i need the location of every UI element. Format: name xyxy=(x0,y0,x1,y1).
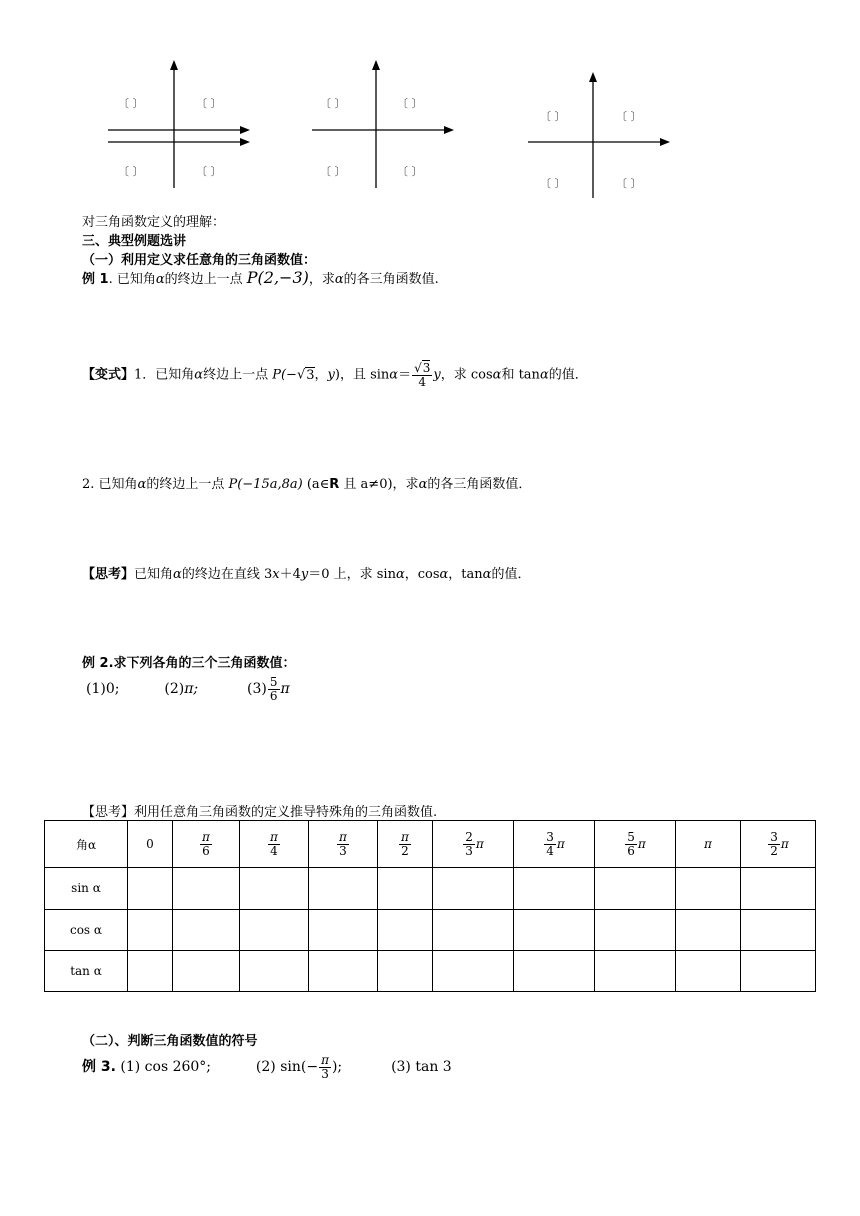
example-2-part-1: (1)0; xyxy=(86,681,120,698)
alpha-symbol: α xyxy=(418,477,428,492)
variant-1-y: y xyxy=(433,367,441,383)
blank-cell[interactable] xyxy=(240,909,309,950)
example-2-title: 例 2.求下列各角的三个三角函数值： xyxy=(82,656,296,671)
alpha-symbol: α xyxy=(389,367,399,383)
blank-cell[interactable] xyxy=(378,868,433,909)
blank-cell[interactable] xyxy=(378,909,433,950)
header-cell xyxy=(595,821,676,868)
think-1 xyxy=(82,563,530,582)
fraction-denominator: 3 xyxy=(321,1066,329,1081)
example-1-text: 的终边上一点 xyxy=(164,272,247,287)
example-2-fraction xyxy=(268,676,280,702)
blank-cell[interactable] xyxy=(514,868,595,909)
blank-cell[interactable] xyxy=(676,868,741,909)
part-2-title: （二）、判断三角函数值的符号 xyxy=(82,1034,258,1049)
sin-label: sin α xyxy=(71,881,101,896)
quadrant-1-blank: 〔 〕 xyxy=(196,97,222,110)
blank-cell[interactable] xyxy=(128,909,173,950)
table-header-row xyxy=(45,821,816,868)
blank-cell[interactable] xyxy=(514,909,595,950)
header-cell xyxy=(676,821,741,868)
example-3 xyxy=(82,1054,452,1080)
row-label xyxy=(45,868,128,909)
example-3-part-2: (2) sin(− xyxy=(255,1059,319,1076)
blank-cell[interactable] xyxy=(240,868,309,909)
blank-cell[interactable] xyxy=(309,909,378,950)
alpha-symbol: α xyxy=(395,567,405,582)
table-row-cos xyxy=(45,909,816,950)
blank-cell[interactable] xyxy=(595,868,676,909)
fraction-numerator: π xyxy=(321,1053,329,1067)
example-2-part-2-pi: π; xyxy=(184,681,199,698)
variant-1-text: ，求 cos xyxy=(440,367,493,383)
section-3-title: 三、典型例题选讲 xyxy=(82,234,187,249)
tan-label: tan α xyxy=(70,963,102,978)
blank-cell[interactable] xyxy=(741,950,816,991)
example-3-label: 例 3. xyxy=(82,1059,116,1076)
pi-symbol: π xyxy=(280,681,290,698)
blank-cell[interactable] xyxy=(309,950,378,991)
example-3-part-1: (1) cos 260°; xyxy=(120,1059,212,1076)
alpha-symbol: α xyxy=(137,477,147,492)
angle-0: 0 xyxy=(146,837,154,852)
blank-cell[interactable] xyxy=(433,909,514,950)
angle-pi-3: $\frac{\pi}{3}$ xyxy=(339,830,347,858)
angle-pi-2: $\frac{\pi}{2}$ xyxy=(401,830,409,858)
variant-1-text: 1．已知角 xyxy=(134,367,195,383)
real-set-symbol: R xyxy=(329,477,340,492)
variant-1-fraction: $\frac{√3}{4}$ xyxy=(414,361,431,389)
blank-cell[interactable] xyxy=(514,950,595,991)
cos-label: cos α xyxy=(69,922,103,937)
example-3-fraction xyxy=(319,1054,331,1080)
angle-3pi-4: $\frac{3}{4}$ π xyxy=(546,830,565,858)
table-corner-label: 角α xyxy=(75,837,97,852)
row-label xyxy=(45,950,128,991)
think-2: 【思考】利用任意角三角函数的定义推导特殊角的三角函数值. xyxy=(82,805,438,820)
header-cell xyxy=(741,821,816,868)
blank-cell[interactable] xyxy=(173,950,240,991)
alpha-symbol: α xyxy=(439,567,449,582)
variant-2-point: P(−15a,8a) xyxy=(228,477,303,492)
blank-cell[interactable] xyxy=(741,909,816,950)
quadrant-1-blank: 〔 〕 xyxy=(397,97,423,110)
angle-3pi-2: $\frac{3}{2}$ π xyxy=(770,830,789,858)
think-1-text: 的终边在直线 3 xyxy=(181,567,273,582)
variant-1-text: 的值． xyxy=(548,367,588,383)
quadrant-3-blank: 〔 〕 xyxy=(320,165,346,178)
table-row-sin xyxy=(45,868,816,909)
header-cell xyxy=(378,821,433,868)
example-1-text: . 已知角 xyxy=(108,272,156,287)
quadrant-4-blank: 〔 〕 xyxy=(196,165,222,178)
quadrant-4-blank: 〔 〕 xyxy=(616,177,642,190)
alpha-symbol: α xyxy=(539,367,549,383)
blank-cell[interactable] xyxy=(433,950,514,991)
quadrant-2-blank: 〔 〕 xyxy=(540,110,566,123)
header-cell xyxy=(240,821,309,868)
variant-1-text: 和 tan xyxy=(501,367,540,383)
table-row-tan xyxy=(45,950,816,991)
quadrant-2-blank: 〔 〕 xyxy=(118,97,144,110)
alpha-symbol: α xyxy=(482,567,492,582)
fraction-denominator: 6 xyxy=(269,688,278,703)
think-1-text: ＋4 xyxy=(279,567,301,582)
variant-1-text: ＝ xyxy=(398,367,412,383)
example-2-part-2: (2) xyxy=(164,681,185,698)
fraction-numerator: 3 xyxy=(422,361,431,375)
quadrant-1-blank: 〔 〕 xyxy=(616,110,642,123)
think-tag: 【思考】 xyxy=(82,567,135,582)
blank-cell[interactable] xyxy=(309,868,378,909)
intro-line: 对三角函数定义的理解： xyxy=(82,215,226,230)
example-1-text: ，求 xyxy=(308,272,335,287)
quadrant-4-blank: 〔 〕 xyxy=(397,165,423,178)
header-cell xyxy=(173,821,240,868)
alpha-symbol: α xyxy=(334,272,344,287)
think-1-text: 的值． xyxy=(491,567,531,582)
header-cell xyxy=(309,821,378,868)
quadrant-3-blank: 〔 〕 xyxy=(118,165,144,178)
example-1 xyxy=(82,268,439,287)
quadrant-2-blank: 〔 〕 xyxy=(320,97,346,110)
variant-2-text: (a∈ xyxy=(302,477,330,492)
header-cell xyxy=(514,821,595,868)
variant-1-text: ， xyxy=(314,367,328,383)
variant-1-root: 3 xyxy=(306,367,315,383)
example-1-label: 例 1 xyxy=(82,272,109,287)
fraction-denominator: 4 xyxy=(418,374,427,389)
variant-2 xyxy=(82,473,531,492)
variant-tag: 【变式】 xyxy=(82,367,135,383)
blank-cell[interactable] xyxy=(173,909,240,950)
think-1-text: 已知角 xyxy=(134,567,174,582)
variant-2-text: 且 a≠0)，求 xyxy=(339,477,419,492)
blank-cell[interactable] xyxy=(676,950,741,991)
angle-pi: π xyxy=(704,837,712,852)
blank-cell[interactable] xyxy=(595,909,676,950)
alpha-symbol: α xyxy=(194,367,204,383)
example-1-text: 的各三角函数值. xyxy=(343,272,439,287)
blank-cell[interactable] xyxy=(595,950,676,991)
header-cell xyxy=(433,821,514,868)
alpha-symbol: α xyxy=(173,567,182,582)
alpha-symbol: α xyxy=(155,272,165,287)
blank-cell[interactable] xyxy=(128,868,173,909)
part-1-title: （一）利用定义求任意角的三角函数值： xyxy=(82,253,317,268)
fraction-numerator: 5 xyxy=(269,675,278,689)
table-corner-cell xyxy=(45,821,128,868)
angle-5pi-6: $\frac{5}{6}$ π xyxy=(627,830,646,858)
variant-2-text: 的各三角函数值． xyxy=(427,477,532,492)
alpha-symbol: α xyxy=(492,367,502,383)
variant-1-text: )，且 sin xyxy=(334,367,390,383)
quadrant-3-blank: 〔 〕 xyxy=(540,177,566,190)
blank-cell[interactable] xyxy=(240,950,309,991)
blank-cell[interactable] xyxy=(741,868,816,909)
blank-cell[interactable] xyxy=(378,950,433,991)
blank-cell[interactable] xyxy=(128,950,173,991)
angle-2pi-3: $\frac{2}{3}$ π xyxy=(465,830,484,858)
row-label xyxy=(45,909,128,950)
point-p: P(2,−3) xyxy=(246,268,309,287)
var-x: x xyxy=(272,567,280,582)
blank-cell[interactable] xyxy=(676,909,741,950)
var-y: y xyxy=(300,567,309,582)
header-cell xyxy=(128,821,173,868)
special-angle-table xyxy=(44,820,816,992)
example-2-parts xyxy=(86,676,290,702)
think-1-text: ，cos xyxy=(404,567,440,582)
variant-1-point: P(− xyxy=(272,367,297,383)
variant-1-text: 终边上一点 xyxy=(203,367,273,383)
think-1-text: ＝0 上，求 sin xyxy=(308,567,396,582)
variant-2-text: 2. 已知角 xyxy=(82,477,138,492)
blank-cell[interactable] xyxy=(433,868,514,909)
example-3-part-2-end: ); xyxy=(331,1059,343,1076)
think-1-text: ，tan xyxy=(448,567,483,582)
variant-2-text: 的终边上一点 xyxy=(146,477,229,492)
blank-cell[interactable] xyxy=(173,868,240,909)
example-2-part-3: (3) xyxy=(247,681,267,698)
angle-pi-4: $\frac{\pi}{4}$ xyxy=(270,830,278,858)
variant-1: 【变式】1．已知角α终边上一点 P(−√3，y)，且 sinα＝ $\frac{√3}{4}$ y，求 cosα和 tanα的值． xyxy=(82,361,588,389)
example-3-part-3: (3) tan 3 xyxy=(391,1059,452,1076)
variant-1-y: y xyxy=(327,367,335,383)
angle-pi-6: $\frac{\pi}{6}$ xyxy=(202,830,210,858)
